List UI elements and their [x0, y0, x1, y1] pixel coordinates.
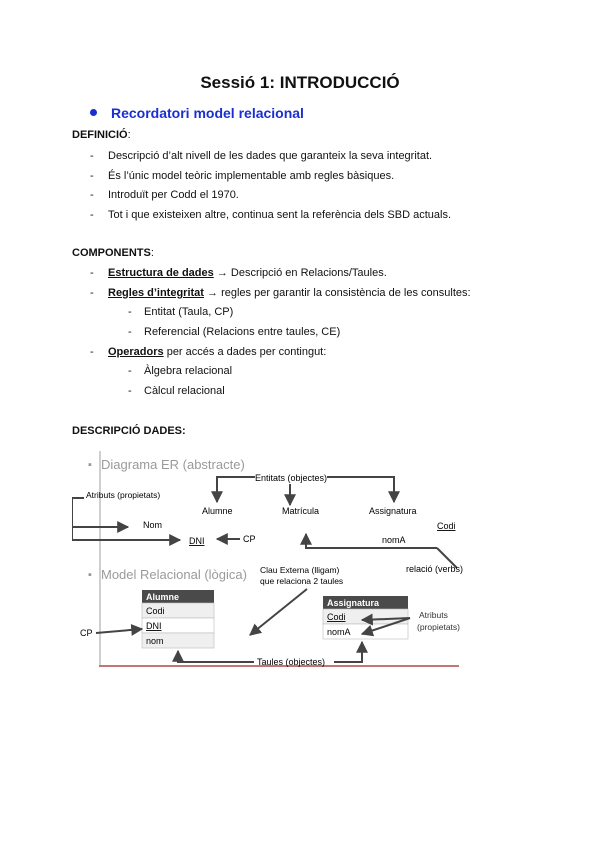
estructura-text: → Descripció en Relacions/Taules.	[213, 267, 387, 279]
table-cell: nom	[146, 636, 164, 646]
slide-bullet: ▪	[88, 459, 92, 471]
bullet-icon	[90, 109, 97, 116]
list-item: - És l’únic model teòric implementable amb regles bàsiques.	[72, 167, 451, 187]
atributs-label: Atributs	[419, 610, 448, 620]
list-subitem: - Entitat (Taula, CP)	[72, 303, 471, 323]
definicio-list	[72, 147, 451, 226]
components-label-text: COMPONENTS	[72, 247, 151, 259]
page-title: Sessió 1: INTRODUCCIÓ	[200, 73, 400, 92]
estructura-term: Estructura de dades	[108, 267, 214, 279]
table-header: Alumne	[146, 592, 180, 602]
clau-externa-label-1: Clau Externa (lligam)	[260, 565, 340, 575]
table-cell: nomA	[327, 627, 351, 637]
clau-externa-label-2: que relaciona 2 taules	[260, 576, 344, 586]
section-heading-text: Recordatori model relacional	[111, 105, 304, 121]
attr-dni: DNI	[189, 536, 205, 546]
descripcio-label-text: DESCRIPCIÓ DADES:	[72, 425, 186, 437]
components-label-suffix: :	[150, 247, 154, 259]
list-subitem: - Àlgebra relacional	[72, 362, 471, 382]
components-label	[72, 247, 154, 259]
list-subitem: - Referencial (Relacions entre taules, CE)	[72, 323, 471, 343]
entity-matricula: Matrícula	[282, 506, 320, 516]
slide-bullet: ▪	[88, 569, 92, 581]
diagrama-er-heading: Diagrama ER (abstracte)	[101, 457, 245, 472]
descripcio-label	[72, 425, 186, 437]
list-item	[72, 264, 471, 284]
table-cell: Codi	[327, 612, 346, 622]
cp-label: CP	[243, 534, 256, 544]
atributs-propietats-label: Atributs (propietats)	[86, 490, 161, 500]
entity-assignatura: Assignatura	[369, 506, 417, 516]
model-relacional-heading: Model Relacional (lògica)	[101, 567, 247, 582]
attr-noma: nomA	[382, 535, 406, 545]
list-subitem: - Càlcul relacional	[72, 382, 471, 402]
definicio-label-suffix: :	[127, 129, 131, 141]
propietats-label: (propietats)	[417, 622, 460, 632]
operadors-term: Operadors	[108, 345, 164, 358]
components-list	[72, 264, 471, 402]
table-header: Assignatura	[327, 598, 380, 608]
cp-left-label: CP	[80, 628, 93, 638]
table-cell: Codi	[146, 606, 165, 616]
entity-alumne: Alumne	[202, 506, 233, 516]
section-heading	[90, 105, 304, 121]
entitats-label: Entitats (objectes)	[255, 473, 328, 483]
attr-nom: Nom	[143, 520, 163, 530]
list-item	[72, 343, 471, 363]
taules-label: Taules (objectes)	[257, 657, 326, 667]
er-relational-diagram	[72, 450, 487, 668]
list-item: - Introduït per Codd el 1970.	[72, 186, 451, 206]
list-item	[72, 284, 471, 304]
relacio-label: relació (verbs)	[406, 564, 464, 574]
regles-text: → regles per garantir la consistència de les consultes:	[203, 286, 471, 299]
table-alumne	[142, 590, 214, 648]
definicio-label-text: DEFINICIÓ	[72, 129, 128, 141]
attr-codi: Codi	[437, 521, 456, 531]
slide-edge-line	[99, 451, 101, 666]
regles-term: Regles d’integritat	[108, 286, 204, 299]
list-item: - Descripció d’alt nivell de les dades que garanteix la seva integritat.	[72, 147, 451, 167]
definicio-label	[72, 129, 131, 141]
list-item: - Tot i que existeixen altre, continua sent la referència dels SBD actuals.	[72, 206, 451, 226]
operadors-text: per accés a dades per contingut:	[163, 345, 327, 358]
table-cell: DNI	[146, 621, 162, 631]
